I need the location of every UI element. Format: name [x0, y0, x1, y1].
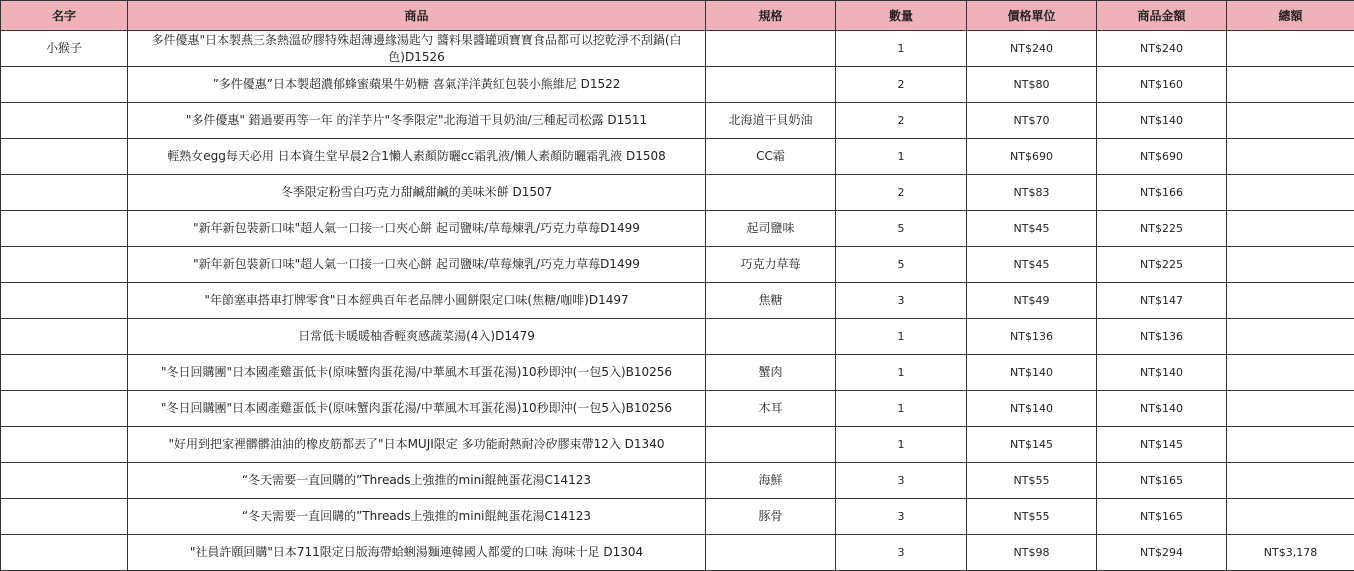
cell-spec: 焦糖: [706, 283, 836, 319]
cell-name: [1, 139, 128, 175]
cell-product: "社員許願回購"日本711限定日版海帶蛤蜊湯麵連韓國人都愛的口味 海味十足 D1304: [128, 535, 706, 571]
table-row: [1, 103, 1354, 139]
header-qty: 數量: [836, 1, 967, 31]
cell-total: [1227, 139, 1354, 175]
cell-unit-price: NT$98: [967, 535, 1097, 571]
cell-amount: NT$225: [1097, 247, 1227, 283]
table-row: [1, 211, 1354, 247]
cell-name: [1, 463, 128, 499]
cell-amount: NT$140: [1097, 355, 1227, 391]
cell-qty: 1: [836, 139, 967, 175]
cell-product: "好用到把家裡髒髒油油的橡皮筋都丟了"日本MUJI限定 多功能耐熱耐冷矽膠束帶12入 D1340: [128, 427, 706, 463]
header-total: 總額: [1227, 1, 1354, 31]
cell-amount: NT$147: [1097, 283, 1227, 319]
cell-amount: NT$136: [1097, 319, 1227, 355]
cell-qty: 5: [836, 247, 967, 283]
cell-qty: 3: [836, 463, 967, 499]
cell-total: [1227, 67, 1354, 103]
cell-amount: NT$145: [1097, 427, 1227, 463]
cell-name: [1, 283, 128, 319]
cell-name: [1, 427, 128, 463]
cell-name: [1, 211, 128, 247]
cell-spec: [706, 175, 836, 211]
cell-unit-price: NT$70: [967, 103, 1097, 139]
cell-unit-price: NT$55: [967, 463, 1097, 499]
table-row: [1, 319, 1354, 355]
cell-amount: NT$140: [1097, 103, 1227, 139]
cell-unit-price: NT$136: [967, 319, 1097, 355]
cell-product: 冬季限定粉雪白巧克力甜鹹甜鹹的美味米餅 D1507: [128, 175, 706, 211]
cell-name: [1, 499, 128, 535]
table-row: [1, 355, 1354, 391]
cell-product: “冬天需要一直回購的”Threads上強推的mini餛飩蛋花湯C14123: [128, 499, 706, 535]
cell-unit-price: NT$45: [967, 211, 1097, 247]
cell-amount: NT$166: [1097, 175, 1227, 211]
header-product: 商品: [128, 1, 706, 31]
cell-name: 小猴子: [1, 31, 128, 67]
cell-unit-price: NT$145: [967, 427, 1097, 463]
cell-total: NT$3,178: [1227, 535, 1354, 571]
table-row: [1, 535, 1354, 571]
cell-product: "多件優惠" 錯過要再等一年 的洋芋片"冬季限定"北海道干貝奶油/三種起司松露 D1511: [128, 103, 706, 139]
cell-amount: NT$160: [1097, 67, 1227, 103]
cell-total: [1227, 247, 1354, 283]
cell-spec: [706, 67, 836, 103]
cell-name: [1, 391, 128, 427]
cell-amount: NT$165: [1097, 463, 1227, 499]
cell-name: [1, 319, 128, 355]
cell-total: [1227, 499, 1354, 535]
table-row: [1, 499, 1354, 535]
cell-spec: CC霜: [706, 139, 836, 175]
cell-total: [1227, 463, 1354, 499]
cell-name: [1, 355, 128, 391]
cell-product: "新年新包裝新口味"超人氣一口接一口夾心餅 起司鹽味/草莓煉乳/巧克力草莓D1499: [128, 211, 706, 247]
cell-total: [1227, 211, 1354, 247]
cell-unit-price: NT$55: [967, 499, 1097, 535]
cell-amount: NT$225: [1097, 211, 1227, 247]
cell-spec: [706, 535, 836, 571]
cell-amount: NT$690: [1097, 139, 1227, 175]
cell-amount: NT$140: [1097, 391, 1227, 427]
cell-product: 多件優惠"日本製燕三条熱溫矽膠特殊超薄邊緣湯匙勺 醬料果醬罐頭寶寶食品都可以挖乾淨不刮鍋(白色)D1526: [128, 31, 706, 67]
cell-product: "年節塞車搭車打牌零食"日本經典百年老品牌小圓餅限定口味(焦糖/咖啡)D1497: [128, 283, 706, 319]
cell-spec: 木耳: [706, 391, 836, 427]
cell-qty: 3: [836, 499, 967, 535]
table-row: [1, 391, 1354, 427]
cell-qty: 2: [836, 67, 967, 103]
table-row: [1, 463, 1354, 499]
cell-total: [1227, 103, 1354, 139]
header-amount: 商品金額: [1097, 1, 1227, 31]
cell-spec: 蟹肉: [706, 355, 836, 391]
cell-unit-price: NT$240: [967, 31, 1097, 67]
cell-unit-price: NT$45: [967, 247, 1097, 283]
header-name: 名字: [1, 1, 128, 31]
cell-product: "新年新包裝新口味"超人氣一口接一口夾心餅 起司鹽味/草莓煉乳/巧克力草莓D1499: [128, 247, 706, 283]
cell-spec: 起司鹽味: [706, 211, 836, 247]
cell-product: 輕熟女egg每天必用 日本資生堂早晨2合1懶人素顏防曬cc霜乳液/懶人素顏防曬霜乳液 D1508: [128, 139, 706, 175]
cell-spec: [706, 427, 836, 463]
cell-product: “冬天需要一直回購的”Threads上強推的mini餛飩蛋花湯C14123: [128, 463, 706, 499]
cell-amount: NT$294: [1097, 535, 1227, 571]
cell-qty: 1: [836, 319, 967, 355]
cell-total: [1227, 427, 1354, 463]
table-body: [1, 31, 1354, 571]
cell-total: [1227, 283, 1354, 319]
header-unit-price: 價格單位: [967, 1, 1097, 31]
cell-spec: [706, 319, 836, 355]
cell-unit-price: NT$140: [967, 355, 1097, 391]
cell-qty: 1: [836, 355, 967, 391]
cell-spec: [706, 31, 836, 67]
cell-total: [1227, 391, 1354, 427]
cell-name: [1, 175, 128, 211]
cell-unit-price: NT$83: [967, 175, 1097, 211]
cell-total: [1227, 319, 1354, 355]
cell-amount: NT$165: [1097, 499, 1227, 535]
cell-qty: 1: [836, 391, 967, 427]
cell-qty: 5: [836, 211, 967, 247]
table-row: [1, 67, 1354, 103]
cell-spec: 海鮮: [706, 463, 836, 499]
cell-total: [1227, 31, 1354, 67]
cell-spec: 北海道干貝奶油: [706, 103, 836, 139]
cell-name: [1, 535, 128, 571]
cell-product: "冬日回購團"日本國產雞蛋低卡(原味蟹肉蛋花湯/中華風木耳蛋花湯)10秒即沖(一包5入)B10256: [128, 355, 706, 391]
cell-product: "冬日回購團"日本國產雞蛋低卡(原味蟹肉蛋花湯/中華風木耳蛋花湯)10秒即沖(一包5入)B10256: [128, 391, 706, 427]
table-row: [1, 31, 1354, 67]
cell-unit-price: NT$80: [967, 67, 1097, 103]
cell-total: [1227, 355, 1354, 391]
cell-qty: 2: [836, 175, 967, 211]
cell-product: 日常低卡暖暖柚香輕爽感蔬菜湯(4入)D1479: [128, 319, 706, 355]
header-row: [1, 1, 1354, 31]
table-row: [1, 427, 1354, 463]
table-row: [1, 247, 1354, 283]
header-spec: 規格: [706, 1, 836, 31]
cell-qty: 3: [836, 283, 967, 319]
cell-name: [1, 67, 128, 103]
cell-unit-price: NT$49: [967, 283, 1097, 319]
cell-spec: 巧克力草莓: [706, 247, 836, 283]
cell-qty: 2: [836, 103, 967, 139]
table-row: [1, 175, 1354, 211]
table-header: [1, 1, 1354, 31]
cell-name: [1, 247, 128, 283]
cell-name: [1, 103, 128, 139]
table-row: [1, 283, 1354, 319]
cell-qty: 1: [836, 427, 967, 463]
cell-unit-price: NT$140: [967, 391, 1097, 427]
table-row: [1, 139, 1354, 175]
cell-product: ”多件優惠”日本製超濃郁蜂蜜蘋果牛奶糖 喜氣洋洋黃紅包裝小熊維尼 D1522: [128, 67, 706, 103]
cell-qty: 1: [836, 31, 967, 67]
cell-qty: 3: [836, 535, 967, 571]
cell-amount: NT$240: [1097, 31, 1227, 67]
cell-spec: 豚骨: [706, 499, 836, 535]
cell-total: [1227, 175, 1354, 211]
cell-unit-price: NT$690: [967, 139, 1097, 175]
